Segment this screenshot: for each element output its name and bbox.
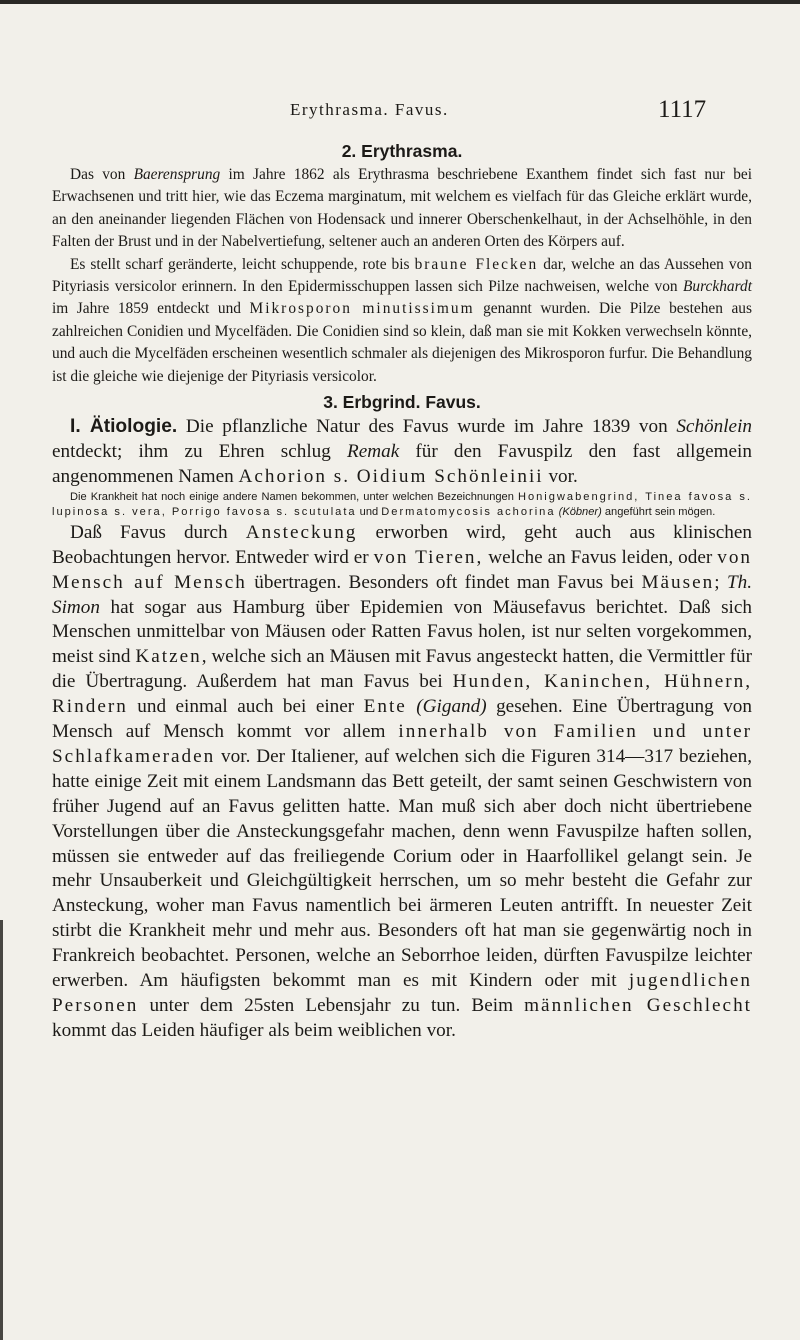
paragraph: Das von Baerensprung im Jahre 1862 als Erythrasma beschriebene Exanthem findet sich fast nur bei Erwachsenen und tritt hier, wie das Eczema marginatum, mit welchem es vielfach für das Gleiche erklärt wurde, an den aneinander liegenden Flächen von Hodensack und innerer Oberschenkelhaut, in der Achselhöhle, in den Falten der Brust und in der Nabelvertiefung, seltener auch an anderen Orten des Körpers auf. [52, 166, 753, 251]
paragraph: I. Ätiologie. Die pflanzliche Natur des Favus wurde im Jahre 1839 von Schönlein entdeckt; ihm zu Ehren schlug Remak für den Favuspilz den fast allgemein angenommenen Namen Achorion s. Oidium Schönleinii vor. [52, 416, 752, 487]
top-rule [0, 0, 800, 4]
running-head: Erythrasma. Favus. [290, 100, 449, 119]
page-body [52, 138, 752, 1044]
paragraph: Es stellt scharf geränderte, leicht schuppende, rote bis braune Flecken dar, welche an das Aussehen von Pityriasis versicolor erinnern. In den Epidermisschuppen lassen sich Pilze nachweisen, welche von Burckhardt im Jahre 1859 entdeckt und Mikrosporon minutissimum genannt wurden. Die Pilze bestehen aus zahlreichen Conidien und Mycelfäden. Die Conidien sind so klein, daß man sie mit Kokken verwechseln könnte, und auch die Mycelfäden erscheinen wesentlich schmaler als diejenigen des Mikrosporon furfur. Die Behandlung ist die gleiche wie diejenige der Pityriasis versicolor. [52, 255, 752, 385]
small-print-note: Die Krankheit hat noch einige andere Namen bekommen, unter welchen Bezeichnungen Honigwabengrind, Tinea favosa s. lupinosa s. vera, Porrigo favosa s. scutulata und Dermatomycosis achorina (Köbner) angeführt sein mögen. [52, 490, 752, 518]
paragraph: Daß Favus durch Ansteckung erworben wird, geht auch aus klinischen Beobachtungen hervor. Entweder wird er von Tieren, welche an Favus leiden, oder von Mensch auf Mensch übertragen. Besonders oft findet man Favus bei Mäusen; Th. Simon hat sogar aus Hamburg über Epidemien von Mäusefavus berichtet. Daß sich Menschen unmittelbar von Mäusen oder Ratten Favus holen, ist nur selten vorgekommen, meist sind Katzen, welche sich an Mäusen mit Favus angesteckt hatten, die Vermittler für die Übertragung. Außerdem hat man Favus bei Hunden, Kaninchen, Hühnern, Rindern und einmal auch bei einer Ente (Gigand) gesehen. Eine Übertragung von Mensch auf Mensch kommt vor allem innerhalb von Familien und unter Schlafkameraden vor. Der Italiener, auf welchen sich die Figuren 314—317 beziehen, hatte einige Zeit mit einem Landsmann das Bett geteilt, der samt seinen Geschwistern von früher Jugend auf an Favus gelitten hatte. Man muß sich aber doch nicht übertriebene Vorstellungen über die Ansteckungsgefahr machen, denn wenn Favuspilze haften sollen, müssen sie entweder auf das freiliegende Corium oder in Haarfollikel gelangt sein. Je mehr Unsauberkeit und Gleichgültigkeit herrschen, um so mehr besteht die Gefahr zur Ansteckung, woher man Favus namentlich bei ärmeren Leuten antrifft. In neuester Zeit stirbt die Krankheit mehr und mehr aus. Besonders oft hat man sie gegenwärtig noch in Frankreich beobachtet. Personen, welche an Seborrhoe leiden, dürften Favuspilze leichter erwerben. Am häufigsten bekommt man es mit Kindern oder mit jugendlichen Personen unter dem 25sten Lebensjahr zu tun. Beim männlichen Geschlecht kommt das Leiden häufiger als beim weiblichen vor. [52, 521, 753, 1041]
page-number: 1117 [658, 96, 707, 123]
section-heading-erythrasma: 2. Erythrasma. [341, 141, 463, 161]
page-edge [0, 920, 3, 1340]
section-heading-favus: 3. Erbgrind. Favus. [323, 392, 481, 413]
